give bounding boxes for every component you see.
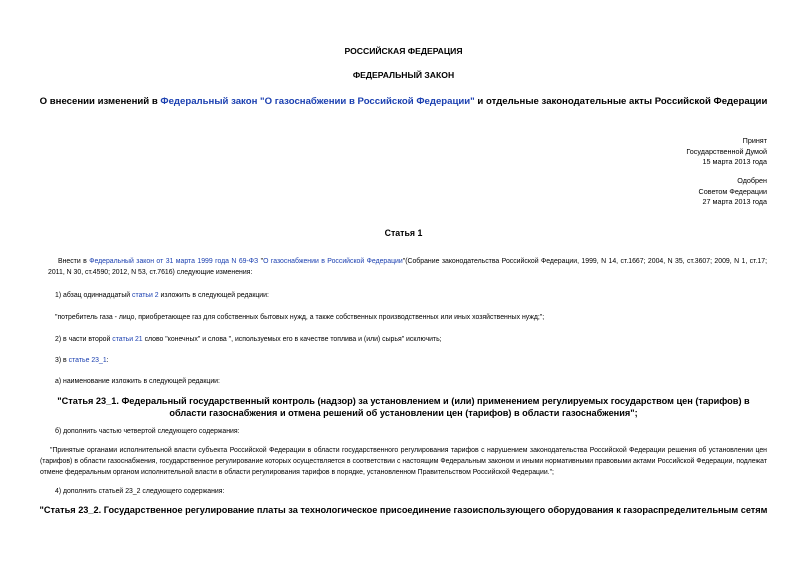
approved-date: 27 марта 2013 года	[702, 197, 767, 207]
article-2-link[interactable]: статьи 2	[132, 292, 159, 299]
adopted-block	[686, 136, 767, 168]
law-title-prefix: О внесении изменений в	[39, 96, 161, 107]
item-2-text-1: 2) в части второй	[55, 336, 113, 343]
item-1-text-1: 1) абзац одиннадцатый	[55, 292, 133, 299]
item-2	[55, 334, 442, 345]
law-title	[0, 96, 807, 107]
intro-text-3: "(Собрание законодательства Российской Федерации, 1999, N 14, ст.1667; 2004, N 35, ст.3607; 2009, N 1, ст.17; 2011, N 30, ст.4590; 2012, N 53, ст.7616) следующие изменения:	[48, 258, 767, 277]
article-23-1-heading: "Статья 23_1. Федеральный государственный контроль (надзор) за установлением и (или) применением регулируемых государством цен (тарифов) в области газоснабжения и отмена решений об установлении цен (тарифов) в области газоснабжения";	[57, 396, 750, 419]
item-1-quote: "потребитель газа - лицо, приобретающее газ для собственных бытовых нужд, а также собственных производственных или иных хозяйственных нужд;";	[55, 314, 545, 321]
article-21-link[interactable]: статьи 21	[112, 336, 143, 343]
item-4: 4) дополнить статьей 23_2 следующего содержания:	[55, 488, 225, 495]
intro-text-2: "	[258, 258, 264, 265]
law-title-link[interactable]: Федеральный закон "О газоснабжении в Российской Федерации"	[160, 96, 475, 107]
item-3	[55, 355, 109, 366]
item-3-text-2: :	[106, 357, 109, 364]
intro-text-1: Внести в	[58, 258, 90, 265]
article-23-1-link[interactable]: статье 23_1	[68, 357, 107, 364]
doc-type-heading: ФЕДЕРАЛЬНЫЙ ЗАКОН	[352, 70, 455, 80]
adopted-date: 15 марта 2013 года	[702, 157, 767, 167]
article-23-2-heading: "Статья 23_2. Государственное регулирование платы за технологическое присоединение газоиспользующего оборудования к газораспределительным сетям	[39, 505, 768, 515]
country-heading: РОССИЙСКАЯ ФЕДЕРАЦИЯ	[344, 46, 463, 56]
item-1-text-2: изложить в следующей редакции:	[158, 292, 269, 299]
item-3b: б) дополнить частью четвертой следующего содержания:	[55, 428, 240, 435]
item-1	[55, 290, 269, 301]
gas-supply-law-link[interactable]: О газоснабжении в Российской Федерации	[263, 258, 403, 265]
item-3a: а) наименование изложить в следующей редакции:	[55, 378, 220, 385]
item-2-text-2: слово "конечных" и слова ", используемых его в качестве топлива и (или) сырья" исключить;	[142, 336, 442, 343]
adopted-line1: Принят	[742, 136, 767, 145]
adopted-line2: Государственной Думой	[686, 146, 767, 156]
item-3b-quote: "Принятые органами исполнительной власти субъекта Российской Федерации в области государственного регулирования тарифов с нарушением законодательства Российской Федерации решения об установлении цен (тарифов) в области газоснабжения, государственное регулирование которых осуществляется в соответствии с настоящим Федеральным законом и иными нормативными правовыми актами Российской Федерации, подлежат отмене федеральным органом исполнительной власти в области регулирования тарифов в порядке, установленном Правительством Российской Федерации.";	[40, 447, 767, 477]
law-title-suffix: и отдельные законодательные акты Российской Федерации	[474, 96, 768, 107]
approved-line2: Советом Федерации	[698, 186, 767, 196]
approved-block	[699, 176, 767, 208]
law-69fz-link[interactable]: Федеральный закон от 31 марта 1999 года N 69-ФЗ	[89, 258, 259, 265]
item-3-text-1: 3) в	[55, 357, 69, 364]
approved-line1: Одобрен	[737, 176, 767, 185]
article-heading: Статья 1	[384, 228, 423, 238]
article-intro	[48, 256, 767, 278]
